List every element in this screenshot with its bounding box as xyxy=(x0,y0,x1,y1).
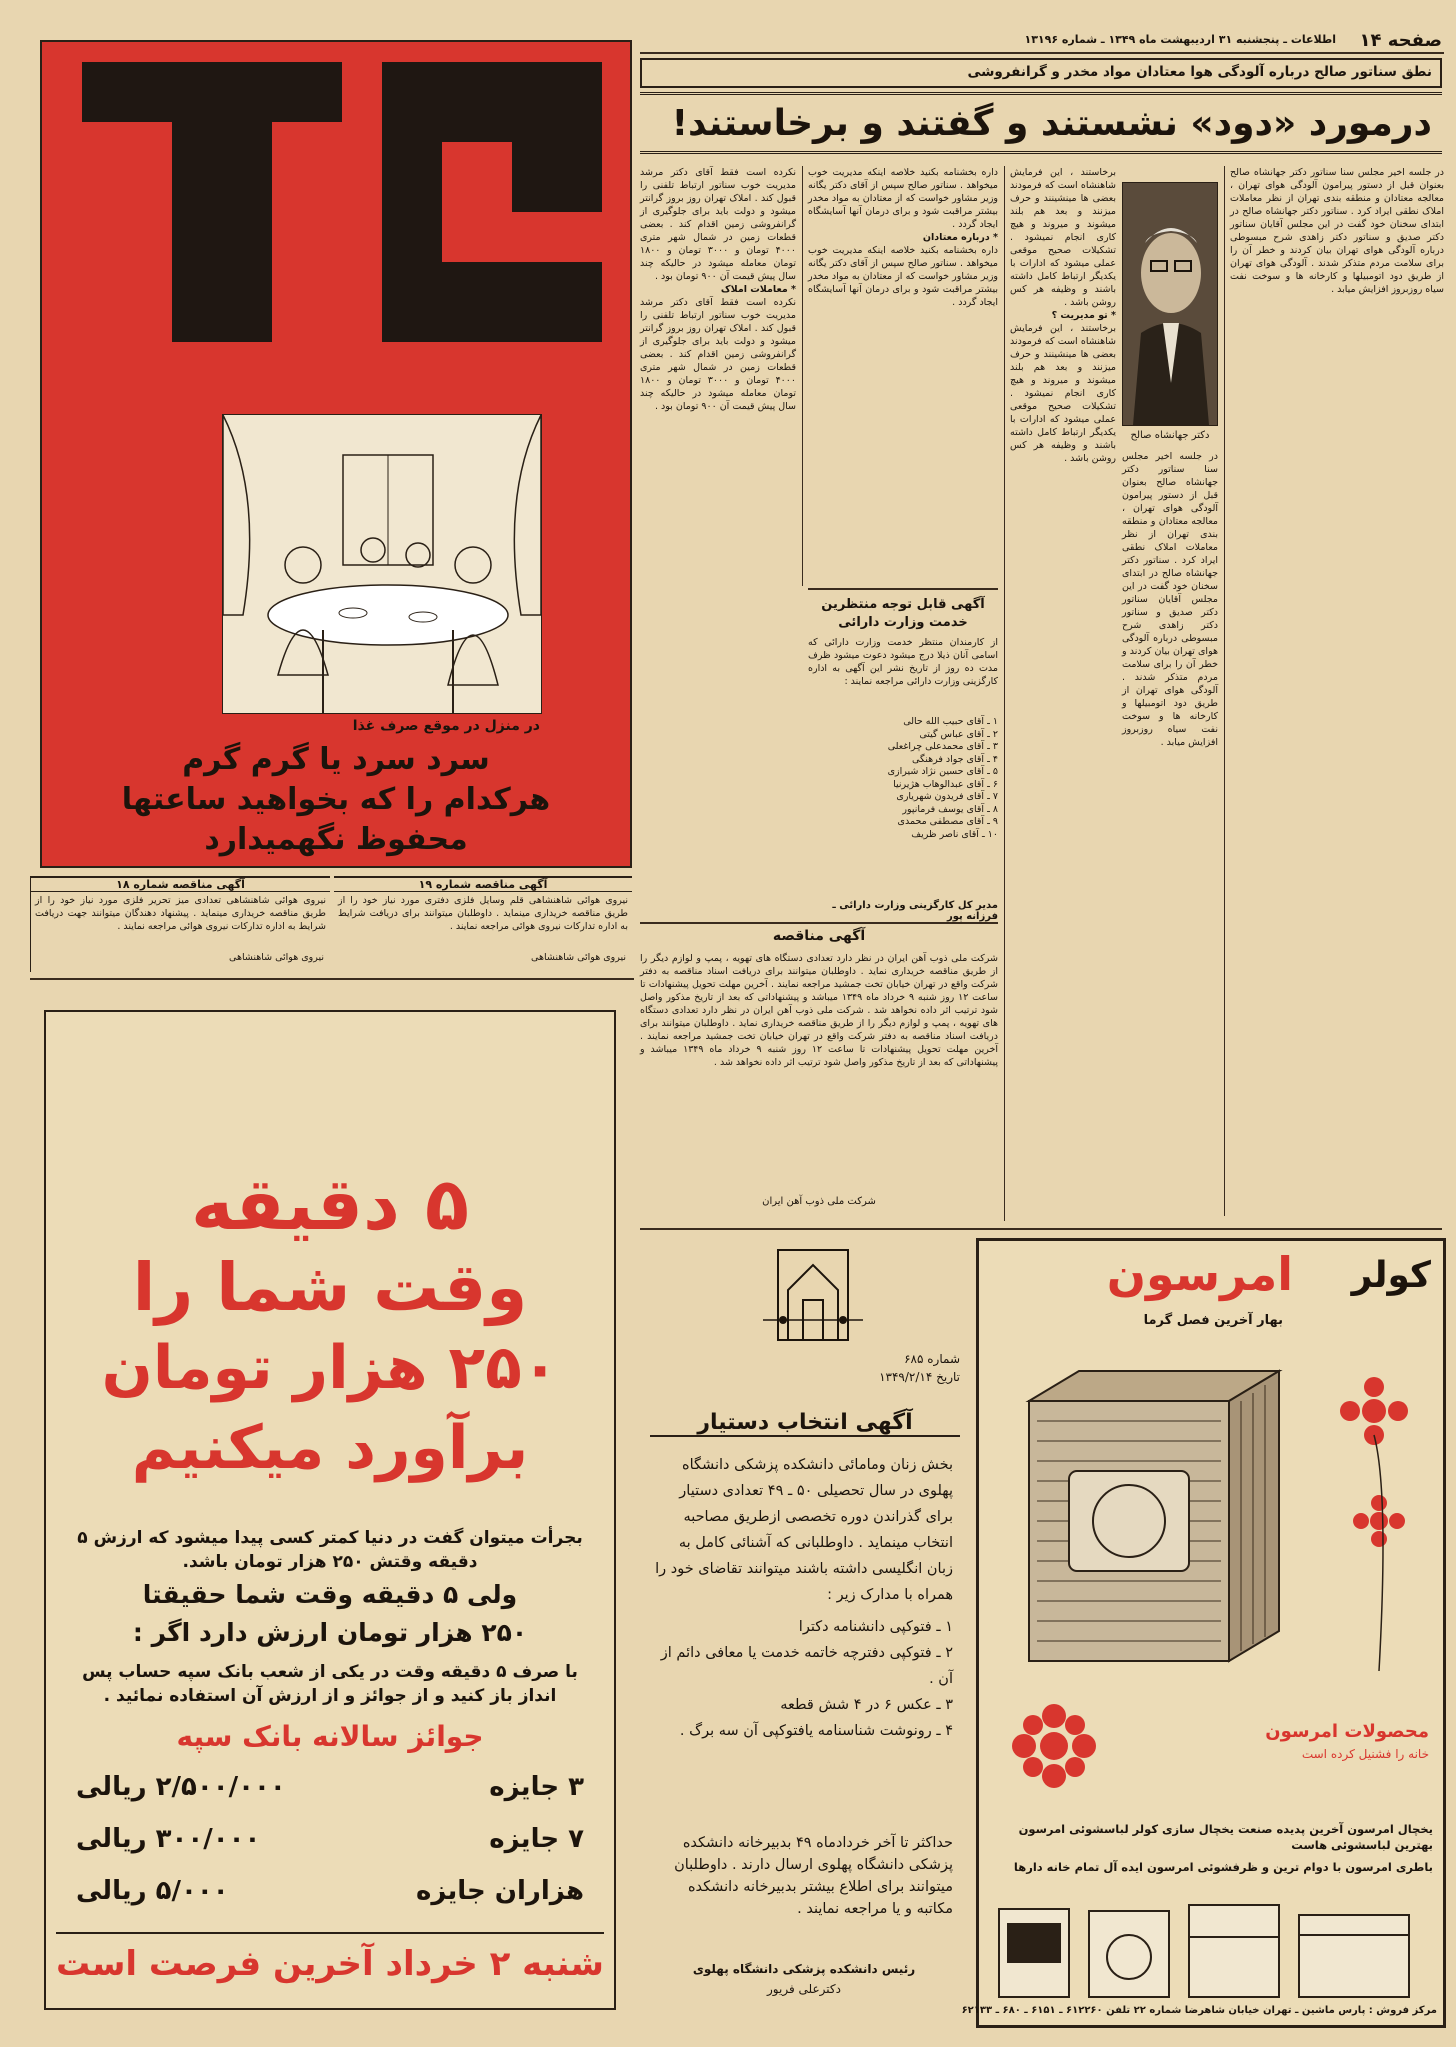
prize-count: ۳ جایزه xyxy=(489,1772,584,1802)
cooler-footer: مرکز فروش : پارس ماشین ـ تهران خیابان شاهرضا شماره ۲۲ تلفن ۶۱۲۲۶۰ ـ ۶۱۵۱ ـ ۶۸۰ ـ ۶۲۱۳۳ xyxy=(961,2005,1437,2016)
requirement-item: ۱ ـ فتوکپی دانشنامه دکترا xyxy=(798,1619,953,1635)
assistant-ad-signature-1: رئیس دانشکده پزشکی دانشگاه پهلوی xyxy=(692,1962,916,1976)
cooler-products-sub: خانه را فشنیل کرده است xyxy=(1301,1747,1429,1761)
family-dinner-illustration xyxy=(222,414,542,714)
sepah-prize-row xyxy=(76,1876,584,1920)
sepah-headline-3: ۲۵۰ هزار تومان xyxy=(101,1333,559,1403)
sepah-headline-1: ۵ دقیقه xyxy=(191,1162,469,1246)
dishwasher-icon xyxy=(1299,1915,1409,1997)
article-column-4: نکرده است فقط آقای دکتر مرشد مدیریت خوب سناتور ارتباط تلفنی را قبول کند . املاک تهران روز بروز گرانتر میشود و دولت باید برای جلوگیری از گرانفروشی زمین اقدام کند . بعضی قطعات زمین در شمال شهر متری ۴۰۰۰ تومان و ۳۰۰۰ تومان و ۱۸۰۰ تومان معامله میشود در حالیکه چند سال پیش قیمت آن ۹۰۰ تومان بود . * معاملات املاک نکرده است فقط آقای دکتر مرشد مدیریت خوب سناتور ارتباط تلفنی را قبول کند . املاک تهران روز بروز گرانتر میشود و دولت باید برای جلوگیری از گرانفروشی زمین اقدام کند . بعضی قطعات زمین در شمال شهر متری ۴۰۰۰ تومان و ۳۰۰۰ تومان و ۱۸۰۰ تومان معامله میشود در حالیکه چند سال پیش قیمت آن ۹۰۰ تومان بود . xyxy=(640,167,796,412)
assistant-ad-closing: حداکثر تا آخر خردادماه ۴۹ بدبیرخانه دانشکده پزشکی دانشگاه پهلوی ارسال دارند . داوطلبان میتوانند برای اطلاع بیشتر بدبیرخانه دانشکده مکاتبه و یا مراجعه نمایند . xyxy=(674,1835,953,1917)
sepah-prize-row xyxy=(76,1824,584,1868)
assistant-ad-signature-2: دکترعلی فریور xyxy=(767,1982,841,1996)
refrigerator-icon xyxy=(1189,1905,1279,1997)
cooler-brand: امرسون xyxy=(1106,1247,1293,1301)
assistant-ad-title: آگهی انتخاب دستیار xyxy=(650,1410,960,1437)
sepah-para-3: ۲۵۰ هزار تومان ارزش دارد اگر : xyxy=(132,1618,528,1647)
appliance-row xyxy=(989,1901,1433,2001)
thermos-line-1: سرد سرد یا گرم گرم xyxy=(182,742,490,777)
sepah-para-4: با صرف ۵ دقیقه وقت در یکی از شعب بانک سپه حساب پس انداز باز کنید و از جوائز و از ارزش آن استفاده نمائید . xyxy=(82,1662,578,1706)
assistant-ad-date: تاریخ ۱۳۴۹/۲/۱۴ xyxy=(879,1370,960,1384)
name-item: ۴ ـ آقای جواد فرهنگی xyxy=(912,753,998,765)
assistant-ad-intro: بخش زنان ومامائی دانشکده پزشکی دانشگاه پهلوی در سال تحصیلی ۵۰ ـ ۴۹ تعدادی دستیار برای گذراندن دوره تخصصی ازطریق مصاحبه انتخاب مینماید . داوطلبانی که آشنائی کامل به زبان انگلیسی داشته باشند میتوانند تقاضای خود را همراه با مدارک زیر : xyxy=(655,1457,953,1603)
air-force-ad-title: آگهی مناقصه شماره ۱۸ xyxy=(31,878,330,892)
cooler-products-label: محصولات امرسون xyxy=(1265,1721,1429,1742)
name-item: ۱۰ ـ آقای ناصر ظریف xyxy=(911,828,998,840)
name-item: ۵ ـ آقای حسین نژاد شیرازی xyxy=(887,766,998,777)
cooler-line-1: یخچال امرسون آخرین پدیده صنعت یخچال سازی کولر لباسشوئی امرسون بهترین لباسشوئی هاست xyxy=(1018,1822,1433,1852)
prize-count: هزاران جایزه xyxy=(415,1876,584,1906)
ministry-notice-body: از کارمندان منتظر خدمت وزارت دارائی که اسامی آنان ذیلا درج میشود دعوت میشود ظرف مدت ده روز از تاریخ نشر این آگهی به اداره کارگزینی وزارت دارائی مراجعه نمایند : xyxy=(808,637,998,687)
ministry-notice-signature: مدیر کل کارگزینی وزارت دارائی ـ فرزانه پور xyxy=(832,900,998,922)
name-item: ۸ ـ آقای یوسف فرمانپور xyxy=(902,803,998,815)
author-photo xyxy=(1122,182,1218,426)
sepah-headline-4: برآورد میکنیم xyxy=(131,1413,529,1483)
thermos-ad xyxy=(40,40,632,868)
name-item: ۷ ـ آقای فریدون شهریاری xyxy=(896,791,998,802)
article-headline: درمورد «دود» نشستند و گفتند و برخاستند! xyxy=(640,92,1442,154)
tender-notice-body: شرکت ملی ذوب آهن ایران در نظر دارد تعدادی دستگاه های تهویه ، پمپ و لوازم دیگر را از طریق مناقصه خریداری نماید . داوطلبان میتوانند برای دریافت اسناد مناقصه به دفتر شرکت واقع در تهران خیابان تخت جمشید مراجعه نمایند . آخرین مهلت تحویل پیشنهادات تا ساعت ۱۲ روز شنبه ۹ خرداد ماه ۱۳۴۹ میباشد و پیشنهاداتی که بعد از تاریخ مذکور واصل شود ترتیب اثر داده نخواهد شد . شرکت ملی ذوب آهن ایران در نظر دارد تعدادی دستگاه های تهویه ، پمپ و لوازم دیگر را از طریق مناقصه خریداری نماید . داوطلبان میتوانند برای دریافت اسناد مناقصه به دفتر شرکت واقع در تهران خیابان تخت جمشید مراجعه نمایند . آخرین مهلت تحویل پیشنهادات تا ساعت ۱۲ روز شنبه ۹ خرداد ماه ۱۳۴۹ میباشد و پیشنهاداتی که بعد از تاریخ مذکور واصل شود ترتیب اثر داده نخواهد شد . xyxy=(640,953,999,1068)
air-force-ad-title: آگهی مناقصه شماره ۱۹ xyxy=(334,878,632,892)
requirement-item: ۲ ـ فتوکپی دفترچه خاتمه خدمت یا معافی دائم از آن . xyxy=(660,1645,953,1687)
name-item: ۲ ـ آقای عباس گیتی xyxy=(919,728,998,740)
cooler-product: کولر xyxy=(1351,1255,1431,1296)
requirement-item: ۴ ـ رونوشت شناسنامه یافتوکپی آن سه برگ . xyxy=(679,1723,953,1739)
abstract-logo-graphic xyxy=(42,42,630,412)
flower-decoration-icon xyxy=(1309,1371,1439,1701)
sepah-para-1: بجرأت میتوان گفت در دنیا کمتر کسی پیدا میشود که ارزش ۵ دقیقه وقتش ۲۵۰ هزار تومان باشد. xyxy=(77,1528,583,1572)
ministry-notice-title: آگهی قابل توجه منتظرین خدمت وزارت دارائی xyxy=(821,597,985,630)
sepah-footer: شنبه ۲ خرداد آخرین فرصت است xyxy=(56,1932,604,1984)
prize-amount: ۵/۰۰۰ ریالی xyxy=(76,1876,229,1906)
cooler-line-2: باطری امرسون با دوام ترین و ظرفشوئی امرسون ایده آل تمام خانه دارها xyxy=(1013,1860,1433,1874)
cooler-illustration xyxy=(989,1361,1309,1701)
thermos-line-2: هرکدام را که بخواهید ساعتها xyxy=(121,782,551,817)
name-item: ۱ ـ آقای حبیب الله حالی xyxy=(903,716,998,727)
sepah-prize-row xyxy=(76,1772,584,1816)
article-column-1: در جلسه اخیر مجلس سنا سناتور دکتر جهانشاه صالح بعنوان قبل از دستور پیرامون آلودگی هوای تهران ، معالجه معتادان و منطقه بندی تهران از نظر معاملات املاک نطقی ایراد کرد . سناتور دکتر جهانشاه صالح در ابتدای سخنان خود گفت در این مجلس آقایان سناتور دکتر صدیق و سناتور دکتر زاهدی شرح مبسوطی درباره آلودگی هوای تهران بیان کردند و خطر آن را برای سلامت مردم متذکر شدند . آلودگی هوای تهران از طریق دود اتومبیلها و کارخانه ها و سوخت نفت سیاه روزبروز افزایش میابد . xyxy=(1230,167,1444,295)
article-column-2b: در جلسه اخیر مجلس سنا سناتور دکتر جهانشاه صالح بعنوان قبل از دستور پیرامون آلودگی هوای تهران ، معالجه معتادان و منطقه بندی تهران از نظر معاملات املاک نطقی ایراد کرد . سناتور دکتر جهانشاه صالح در ابتدای سخنان خود گفت در این مجلس آقایان سناتور دکتر صدیق و سناتور دکتر زاهدی شرح مبسوطی درباره آلودگی هوای تهران بیان کردند و خطر آن را برای سلامت مردم متذکر شدند . آلودگی هوای تهران از طریق دود اتومبیلها و کارخانه ها و سوخت نفت سیاه روزبروز افزایش میابد . xyxy=(1122,451,1218,748)
assistant-ad-items xyxy=(655,1614,953,1744)
article-column-3: داره بخشنامه بکنید خلاصه اینکه مدیریت خوب میخواهد . سناتور صالح سپس از آقای دکتر یگانه وزیر مشاور خواست که از معتادان به مواد مخدر بیشتر مراقبت شود و برای درمان آنها آسایشگاه ایجاد گردد . * درباره معتادان داره بخشنامه بکنید خلاصه اینکه مدیریت خوب میخواهد . سناتور صالح سپس از آقای دکتر یگانه وزیر مشاور خواست که از معتادان به مواد مخدر بیشتر مراقبت شود و برای درمان آنها آسایشگاه ایجاد گردد . xyxy=(808,167,998,308)
air-force-ad-signature: نیروی هوائی شاهنشاهی xyxy=(229,952,324,963)
cooler-tagline: بهار آخرین فصل گرما xyxy=(1143,1313,1283,1328)
air-force-ad-body: نیروی هوائی شاهنشاهی تعدادی میز تحریر فلزی مورد نیاز خود را از طریق مناقصه خریداری مینماید . پیشنهاد دهندگان میتوانند جهت دریافت شرایط به اداره تدارکات نیروی هوائی مراجعه نمایند . xyxy=(35,895,326,932)
air-force-ad-signature: نیروی هوائی شاهنشاهی xyxy=(531,952,626,963)
requirement-item: ۳ ـ عکس ۶ در ۴ شش قطعه xyxy=(780,1697,953,1713)
bank-sepah-ad xyxy=(44,1010,616,2010)
tender-notice-title: آگهی مناقصه xyxy=(772,928,866,944)
emerson-cooler-ad xyxy=(961,1238,1446,2028)
author-photo-caption: دکتر جهانشاه صالح xyxy=(1130,430,1210,441)
sepah-para-2: ولی ۵ دقیقه وقت شما حقیقتا xyxy=(142,1580,518,1609)
masthead: اطلاعات ـ پنجشنبه ۳۱ اردیبهشت ماه ۱۳۴۹ ـ شماره ۱۳۱۹۶ xyxy=(1024,33,1336,46)
air-force-ad-19 xyxy=(334,876,632,972)
sepah-prizes-title: جوائز سالانه بانک سپه xyxy=(176,1720,484,1753)
thermos-small-caption: در منزل در موقع صرف غذا xyxy=(352,718,540,734)
sepah-headline-2: وقت شما را xyxy=(132,1249,528,1326)
washing-machine-icon xyxy=(1089,1911,1169,1997)
thermos-line-3: محفوظ نگهمیدارد xyxy=(204,822,468,857)
prize-amount: ۳۰۰/۰۰۰ ریالی xyxy=(76,1824,261,1854)
assistant-ad-number: شماره ۶۸۵ xyxy=(904,1352,960,1366)
ministry-notice-names xyxy=(808,716,998,841)
flower-decoration-icon xyxy=(989,1681,1119,1811)
prize-count: ۷ جایزه xyxy=(489,1824,584,1854)
name-item: ۶ ـ آقای عبدالوهاب هژیرنیا xyxy=(893,778,998,790)
article-column-2: برخاستند ، این فرمایش شاهنشاه است که فرمودند بعضی ها مینشینند و حرف میزنند و بعد هم بلند میشوند و میروند و هیچ کاری انجام نمیشود . تشکیلات صحیح موقعی عملی میشود که ادارات با یکدیگر ارتباط کامل داشته باشند و وظیفه هر کس روشن باشد . * تو مدیریت ؟ برخاستند ، این فرمایش شاهنشاه است که فرمودند بعضی ها مینشینند و حرف میزنند و بعد هم بلند میشوند و میروند و هیچ کاری انجام نمیشود . تشکیلات صحیح موقعی عملی میشود که ادارات با یکدیگر ارتباط کامل داشته باشند و وظیفه هر کس روشن باشد . xyxy=(1010,167,1116,464)
name-item: ۳ ـ آقای محمدعلی چراغعلی xyxy=(887,741,998,752)
prize-amount: ۲/۵۰۰/۰۰۰ ریالی xyxy=(76,1772,286,1802)
article-kicker: نطق سناتور صالح درباره آلودگی هوا معتادان مواد مخدر و گرانفروشی xyxy=(640,58,1442,88)
air-force-ad-body: نیروی هوائی شاهنشاهی قلم وسایل فلزی دفتری مورد نیاز خود را از طریق مناقصه خریداری مینماید . داوطلبان میتوانند برای دریافت شرایط به اداره تدارکات نیروی هوائی مراجعه نمایند . xyxy=(338,895,628,932)
university-seal-icon xyxy=(758,1240,868,1350)
page-label: صفحه ۱۴ xyxy=(1359,30,1442,51)
tender-notice-signature: شرکت ملی ذوب آهن ایران xyxy=(762,1196,876,1207)
name-item: ۹ ـ آقای مصطفی محمدی xyxy=(897,816,998,827)
air-force-ad-18 xyxy=(30,876,330,972)
